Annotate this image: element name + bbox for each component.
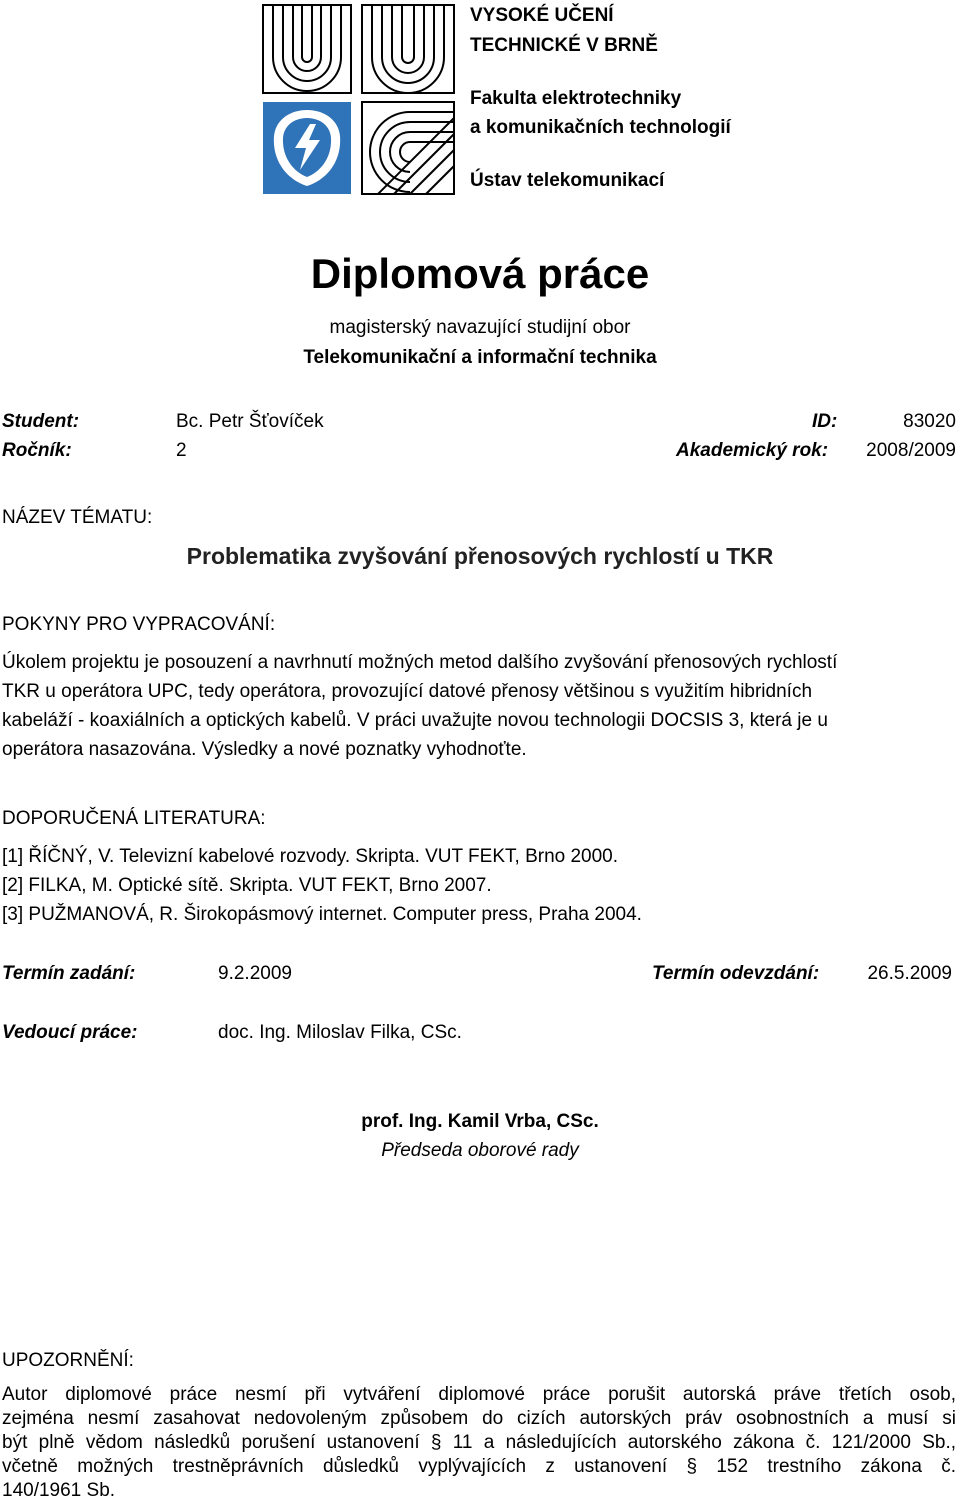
- notice-line: být plně vědom následků porušení ustanovení § 11 a následujících autorského zákona č. 121/2000 Sb.,: [2, 1432, 956, 1453]
- id-value: 83020: [903, 411, 956, 432]
- year-value: 2: [176, 440, 187, 461]
- notice-label: UPOZORNĚNÍ:: [2, 1350, 134, 1371]
- document-title: Diplomová práce: [310, 250, 650, 297]
- instructions-label: POKYNY PRO VYPRACOVÁNÍ:: [2, 614, 276, 635]
- year-label: Ročník:: [2, 440, 72, 461]
- faculty-name-line1: Fakulta elektrotechniky: [470, 88, 682, 109]
- notice-line: včetně možných trestněprávních důsledků vyplývajících z ustanovení § 152 trestního zákona č.: [2, 1456, 956, 1477]
- study-field: Telekomunikační a informační technika: [303, 347, 657, 368]
- literature-label: DOPORUČENÁ LITERATURA:: [2, 808, 266, 829]
- topic-label: NÁZEV TÉMATU:: [2, 507, 153, 528]
- notice-line: 140/1961 Sb.: [2, 1480, 116, 1501]
- literature-item: [2] FILKA, M. Optické sítě. Skripta. VUT FEKT, Brno 2007.: [2, 875, 492, 896]
- university-name-line1: VYSOKÉ UČENÍ: [470, 5, 614, 26]
- instructions-line: kabeláží - koaxiálních a optických kabelů. V práci uvažujte novou technologii DOCSIS 3, která je u: [2, 710, 828, 731]
- notice-line: zejména nesmí zasahovat nedovoleným způsobem do cizích autorských práv osobnostních a musí si: [2, 1408, 956, 1429]
- chair-name: prof. Ing. Kamil Vrba, CSc.: [361, 1111, 599, 1132]
- student-label: Student:: [2, 411, 80, 432]
- faculty-name-line2: a komunikačních technologií: [470, 117, 731, 138]
- assigned-date-label: Termín zadání:: [2, 963, 136, 984]
- due-date-label: Termín odevzdání:: [652, 963, 820, 984]
- due-date-value: 26.5.2009: [867, 963, 952, 984]
- academic-year-value: 2008/2009: [866, 440, 956, 461]
- topic-title: Problematika zvyšování přenosových rychlostí u TKR: [186, 543, 774, 569]
- id-label: ID:: [812, 411, 838, 432]
- institute-name: Ústav telekomunikací: [470, 170, 665, 191]
- assigned-date-value: 9.2.2009: [218, 963, 292, 984]
- notice-text: [2, 1383, 956, 1503]
- instructions-line: Úkolem projektu je posouzení a navrhnutí možných metod dalšího zvyšování přenosových rychlostí: [2, 652, 838, 673]
- study-program: magisterský navazující studijní obor: [329, 317, 631, 338]
- supervisor-value: doc. Ing. Miloslav Filka, CSc.: [218, 1022, 462, 1043]
- chair-role: Předseda oborové rady: [381, 1140, 579, 1161]
- instructions-line: TKR u operátora UPC, tedy operátora, provozující datové přenosy většinou s využitím hibridních: [2, 681, 813, 702]
- instructions-text: [2, 648, 956, 764]
- university-logo: [260, 2, 458, 196]
- student-value: Bc. Petr Šťovíček: [176, 411, 324, 432]
- instructions-line: operátora nasazována. Výsledky a nové poznatky vyhodnoťte.: [2, 739, 527, 760]
- notice-line: Autor diplomové práce nesmí při vytváření diplomové práce porušit autorská práve třetích osob,: [2, 1384, 956, 1405]
- supervisor-label: Vedoucí práce:: [2, 1022, 138, 1043]
- university-name-line2: TECHNICKÉ V BRNĚ: [470, 35, 658, 56]
- literature-item: [3] PUŽMANOVÁ, R. Širokopásmový internet. Computer press, Praha 2004.: [2, 904, 642, 925]
- literature-item: [1] ŘÍČNÝ, V. Televizní kabelové rozvody. Skripta. VUT FEKT, Brno 2000.: [2, 846, 619, 867]
- academic-year-label: Akademický rok:: [676, 440, 829, 461]
